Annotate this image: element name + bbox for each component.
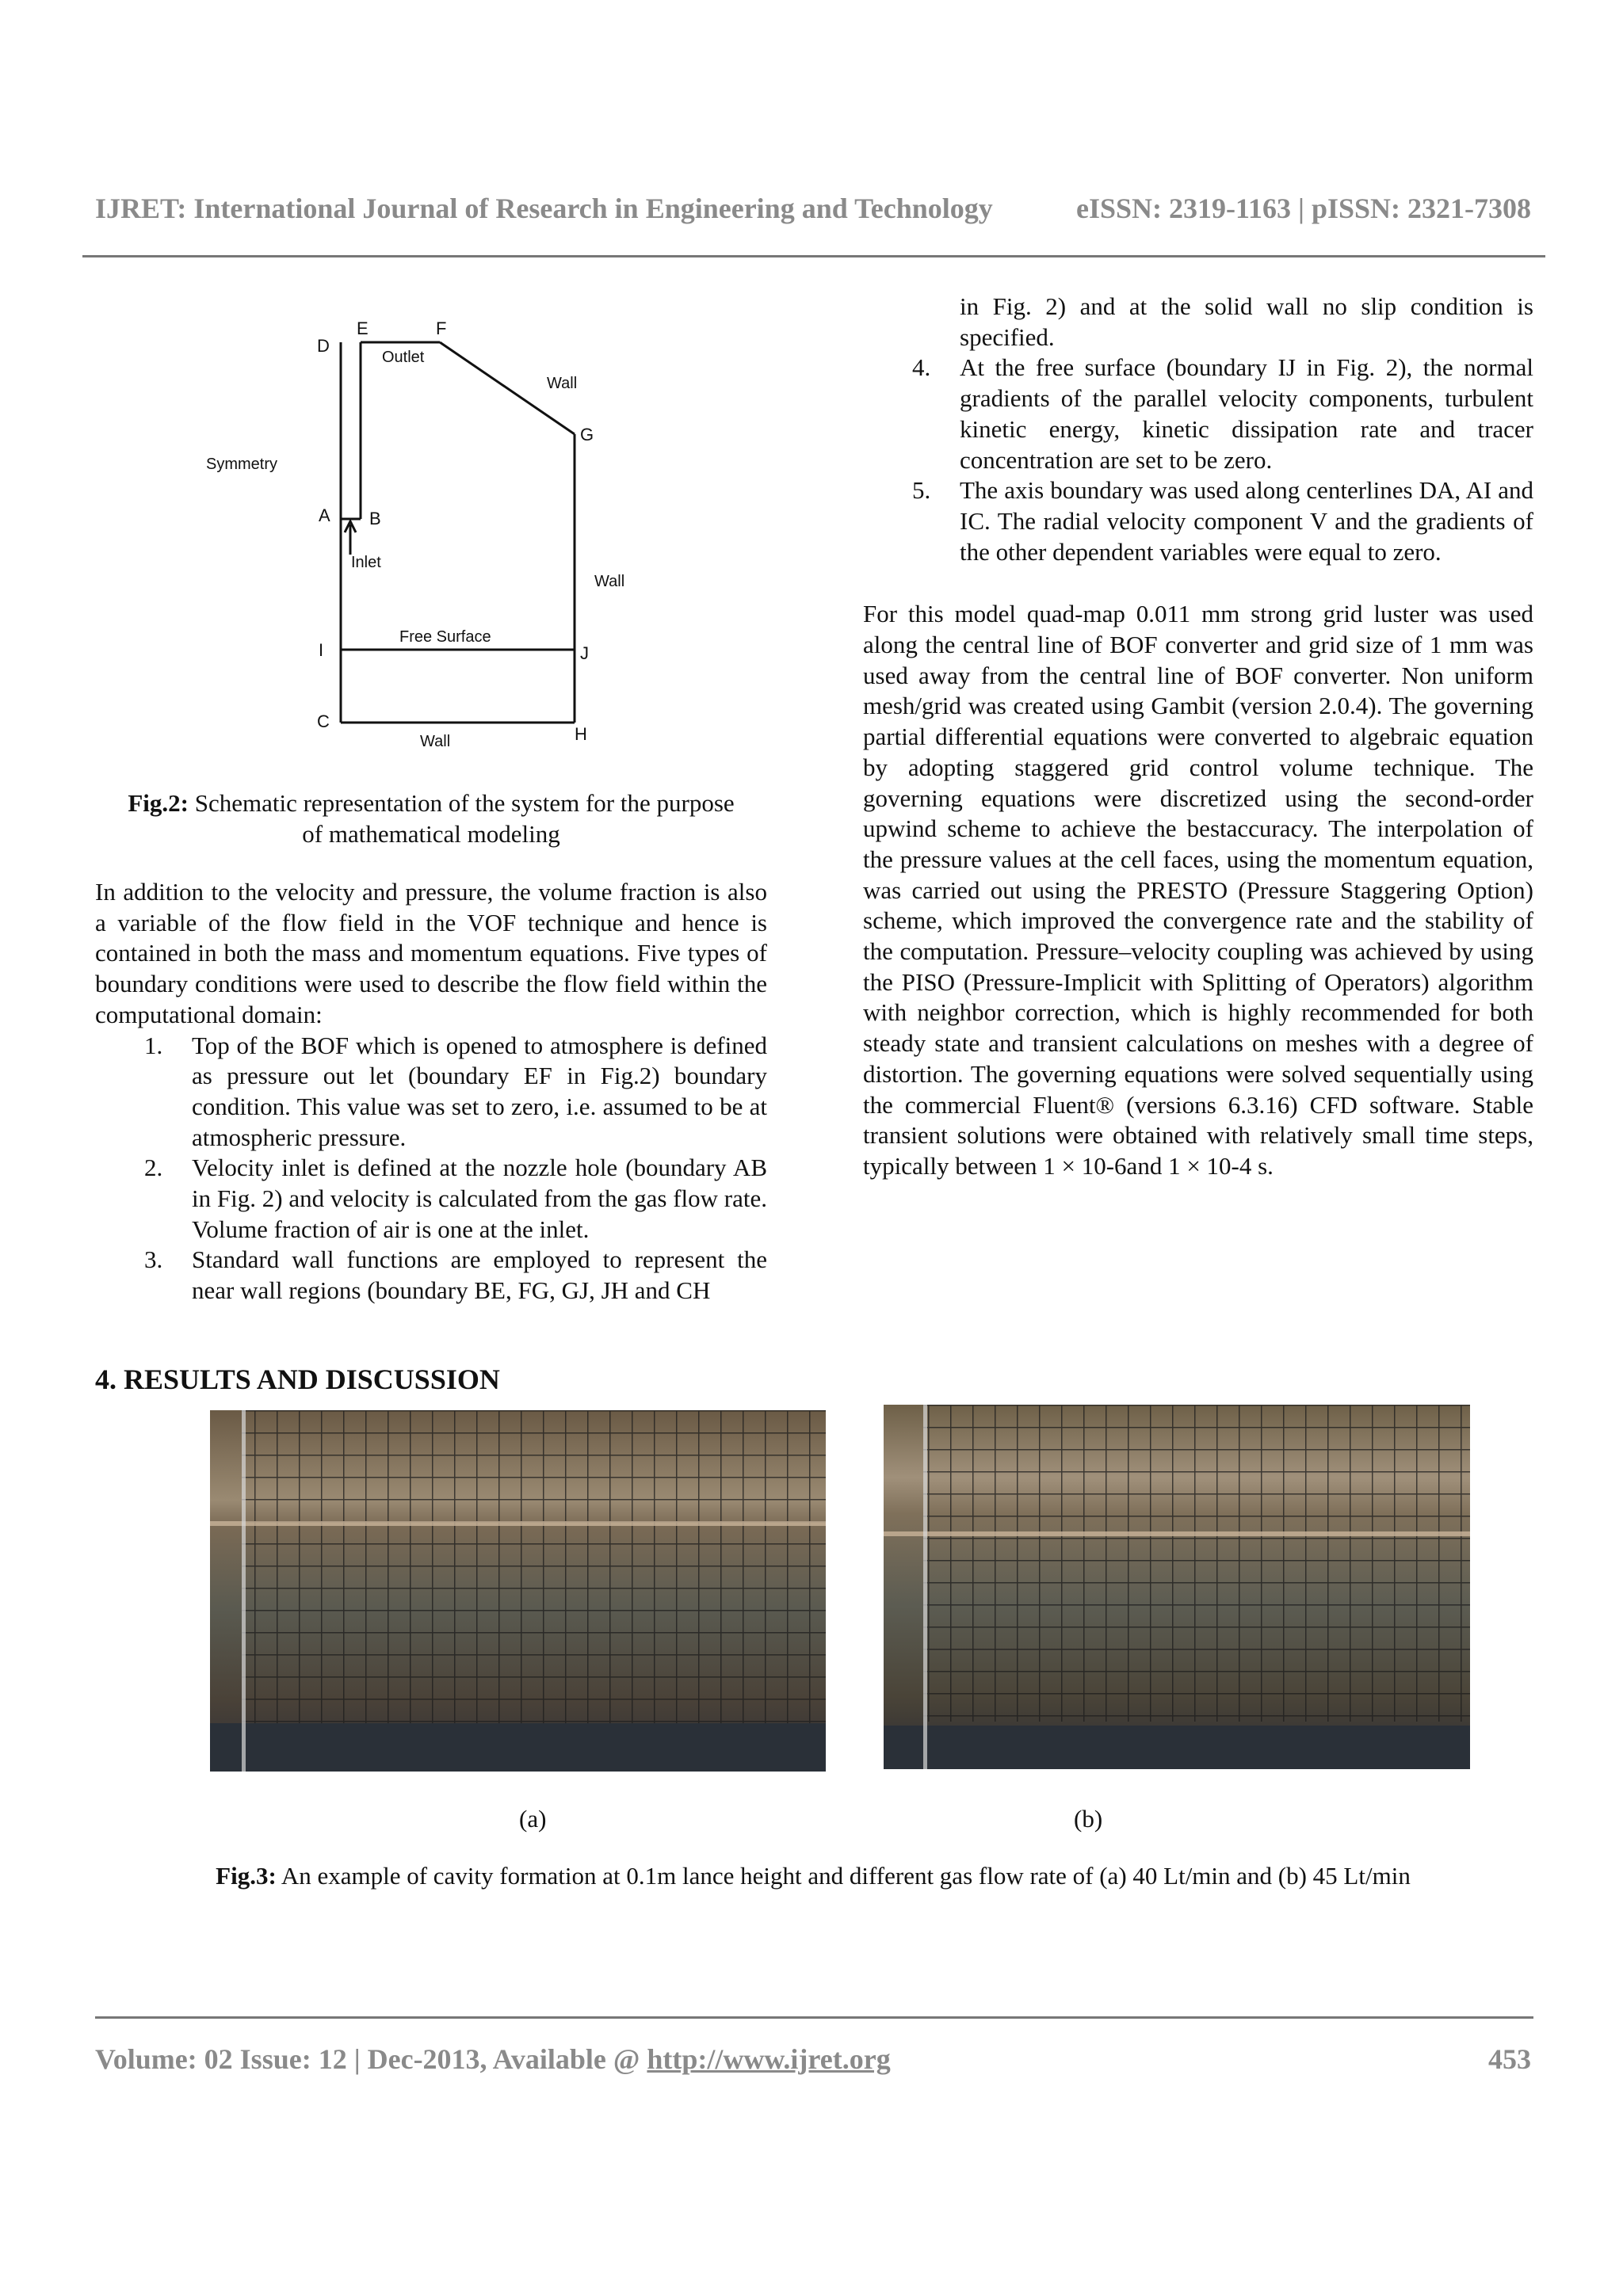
label-g: G xyxy=(580,425,594,444)
fig2-caption xyxy=(95,788,767,849)
list-item: 3. Standard wall functions are employed to represent the near wall regions (boundary BE, FG, GJ, JH and CH xyxy=(144,1245,767,1305)
journal-name: IJRET: International Journal of Research in Engineering and Technology xyxy=(95,193,993,224)
list-item: 2. Velocity inlet is defined at the nozzle hole (boundary AB in Fig. 2) and velocity is calculated from the gas flow rate. Volume fraction of air is one at the inlet. xyxy=(144,1154,767,1243)
boundary-list-right xyxy=(863,292,1533,567)
label-h: H xyxy=(575,724,587,744)
list-item: 4. At the free surface (boundary IJ in Fig. 2), the normal gradients of the parallel velocity components, turbulent kinetic energy, kinetic dissipation rate and tracer concentration are set to be zero. xyxy=(912,353,1533,474)
footer-rule xyxy=(95,2016,1533,2019)
label-wall-top: Wall xyxy=(547,375,578,392)
issn: eISSN: 2319-1163 | pISSN: 2321-7308 xyxy=(1076,193,1531,224)
fig3-caption-label: Fig.3: xyxy=(216,1862,277,1890)
fig3-caption xyxy=(95,1862,1531,1890)
label-free-surface: Free Surface xyxy=(399,628,491,646)
page-number: 453 xyxy=(1488,2043,1531,2075)
fig3b-photo xyxy=(884,1405,1470,1769)
footer-link[interactable]: http://www.ijret.org xyxy=(647,2043,891,2075)
label-d: D xyxy=(317,336,330,356)
running-header xyxy=(95,192,1531,225)
label-i: I xyxy=(319,640,324,660)
label-symmetry: Symmetry xyxy=(206,456,277,473)
label-outlet: Outlet xyxy=(382,349,425,366)
label-wall-right: Wall xyxy=(594,573,625,590)
footer-volume: Volume: 02 Issue: 12 | Dec-2013, Available @ http://www.ijret.org xyxy=(95,2043,891,2075)
right-column xyxy=(863,292,1533,1182)
fig2-caption-line2: of mathematical modeling xyxy=(302,819,560,848)
label-b: B xyxy=(369,509,381,528)
list-item: 5. The axis boundary was used along centerlines DA, AI and IC. The radial velocity component V and the gradients of the other dependent variables were equal to zero. xyxy=(912,476,1533,566)
label-j: J xyxy=(580,643,589,663)
method-paragraph: For this model quad-map 0.011 mm strong grid luster was used along the central line of BOF converter and grid size of 1 mm was used away from the central line of BOF converter. Non uniform mesh/grid was created using Gambit (version 2.0.4). The governing partial differential equations were converted to algebraic equation by adopting staggered grid control volume technique. The governing equations were discretized using the second-order upwind scheme to achieve the bestaccuracy. The interpolation of the pressure values at the cell faces, using the momentum equation, was carried out using the PRESTO (Pressure Staggering Option) scheme, which improved the convergence rate and the stability of the computation. Pressure–velocity coupling was achieved by using the PISO (Pressure-Implicit with Splitting of Operators) algorithm with neighbor correction, which is highly recommended for both steady state and transient calculations on meshes with a degree of distortion. The governing equations were solved sequentially using the commercial Fluent® (versions 6.3.16) CFD software. Stable transient solutions were obtained with relatively small time steps, typically between 1 × 10-6and 1 × 10-4 s. xyxy=(863,600,1533,1180)
section-title: 4. RESULTS AND DISCUSSION xyxy=(95,1363,500,1395)
fig3a-photo xyxy=(210,1410,826,1772)
label-inlet: Inlet xyxy=(351,554,381,571)
fig2-schematic xyxy=(198,317,674,761)
fig2-caption-line1: Schematic representation of the system for the purpose xyxy=(188,789,735,817)
fig2-caption-label: Fig.2: xyxy=(128,789,189,817)
fig3a-label: (a) xyxy=(519,1805,547,1833)
boundary-list-left xyxy=(95,1031,767,1306)
label-f: F xyxy=(436,318,447,338)
label-c: C xyxy=(317,711,330,731)
fig3b-label: (b) xyxy=(1074,1805,1103,1833)
running-footer xyxy=(95,2042,1531,2076)
label-a: A xyxy=(319,505,330,525)
list-item-continued: in Fig. 2) and at the solid wall no slip condition is specified. xyxy=(960,292,1533,351)
label-e: E xyxy=(357,318,369,338)
fig3-caption-text: An example of cavity formation at 0.1m lance height and different gas flow rate of (a) 40 Lt/min and (b) 45 Lt/min xyxy=(276,1862,1411,1890)
intro-paragraph: In addition to the velocity and pressure, the volume fraction is also a variable of the flow field in the VOF technique and hence is contained in both the mass and momentum equations. Five types of boundary conditions were used to describe the flow field within the computational domain: xyxy=(95,878,767,1028)
list-item: 1. Top of the BOF which is opened to atmosphere is defined as pressure out let (boundary EF in Fig.2) boundary condition. This value was set to zero, i.e. assumed to be at atmospheric pressure. xyxy=(144,1031,767,1151)
label-wall-bottom: Wall xyxy=(420,733,451,750)
left-column xyxy=(95,877,767,1306)
header-rule xyxy=(82,255,1545,257)
